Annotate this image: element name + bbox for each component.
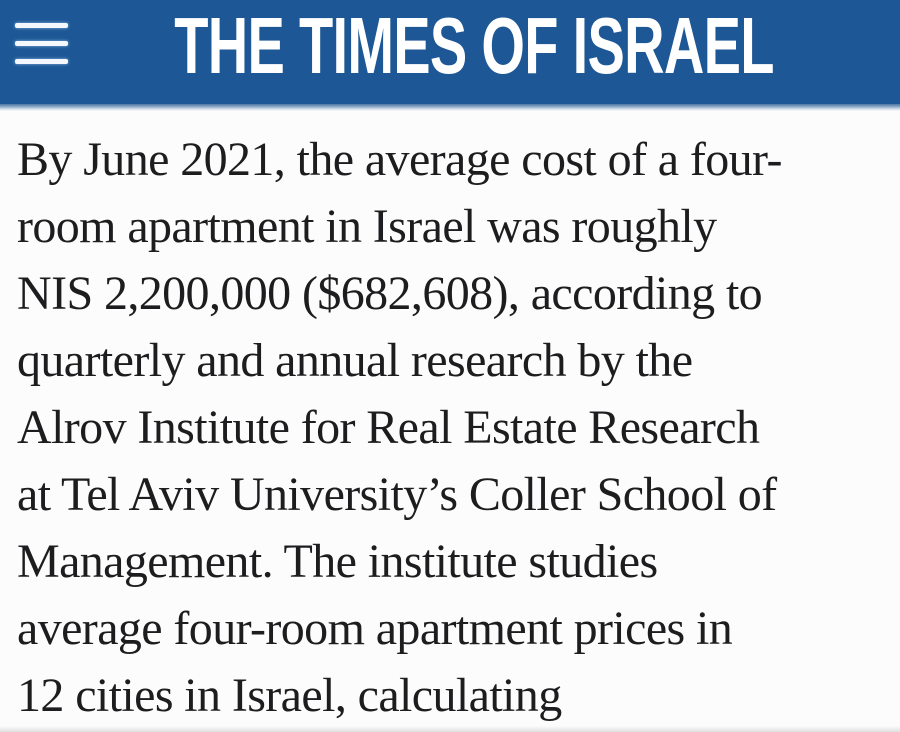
article-body <box>0 111 900 729</box>
menu-button[interactable] <box>15 23 68 64</box>
article-paragraph-line: quarterly and annual research by the <box>17 334 693 387</box>
hamburger-icon <box>15 59 68 64</box>
article-paragraph-line: 12 cities in Israel, calculating <box>17 669 562 722</box>
header-bottom-edge <box>0 104 900 111</box>
article-paragraph-line: Alrov Institute for Real Estate Research <box>17 401 760 454</box>
site-header <box>0 0 900 104</box>
hamburger-icon <box>15 23 68 28</box>
site-logo[interactable] <box>174 1 900 90</box>
article-paragraph-line: average four-room apartment prices in <box>17 602 733 655</box>
article-paragraph-line: NIS 2,200,000 ($682,608), according to <box>17 267 763 320</box>
site-title: THE TIMES OF ISRAEL <box>174 1 774 90</box>
article-paragraph-line: Management. The institute studies <box>17 535 658 588</box>
article-paragraph-line: at Tel Aviv University’s Coller School of <box>17 468 777 521</box>
article-paragraph-line: By June 2021, the average cost of a four- <box>17 133 782 186</box>
article-paragraph-line: room apartment in Israel was roughly <box>17 200 717 253</box>
hamburger-icon <box>15 41 68 46</box>
